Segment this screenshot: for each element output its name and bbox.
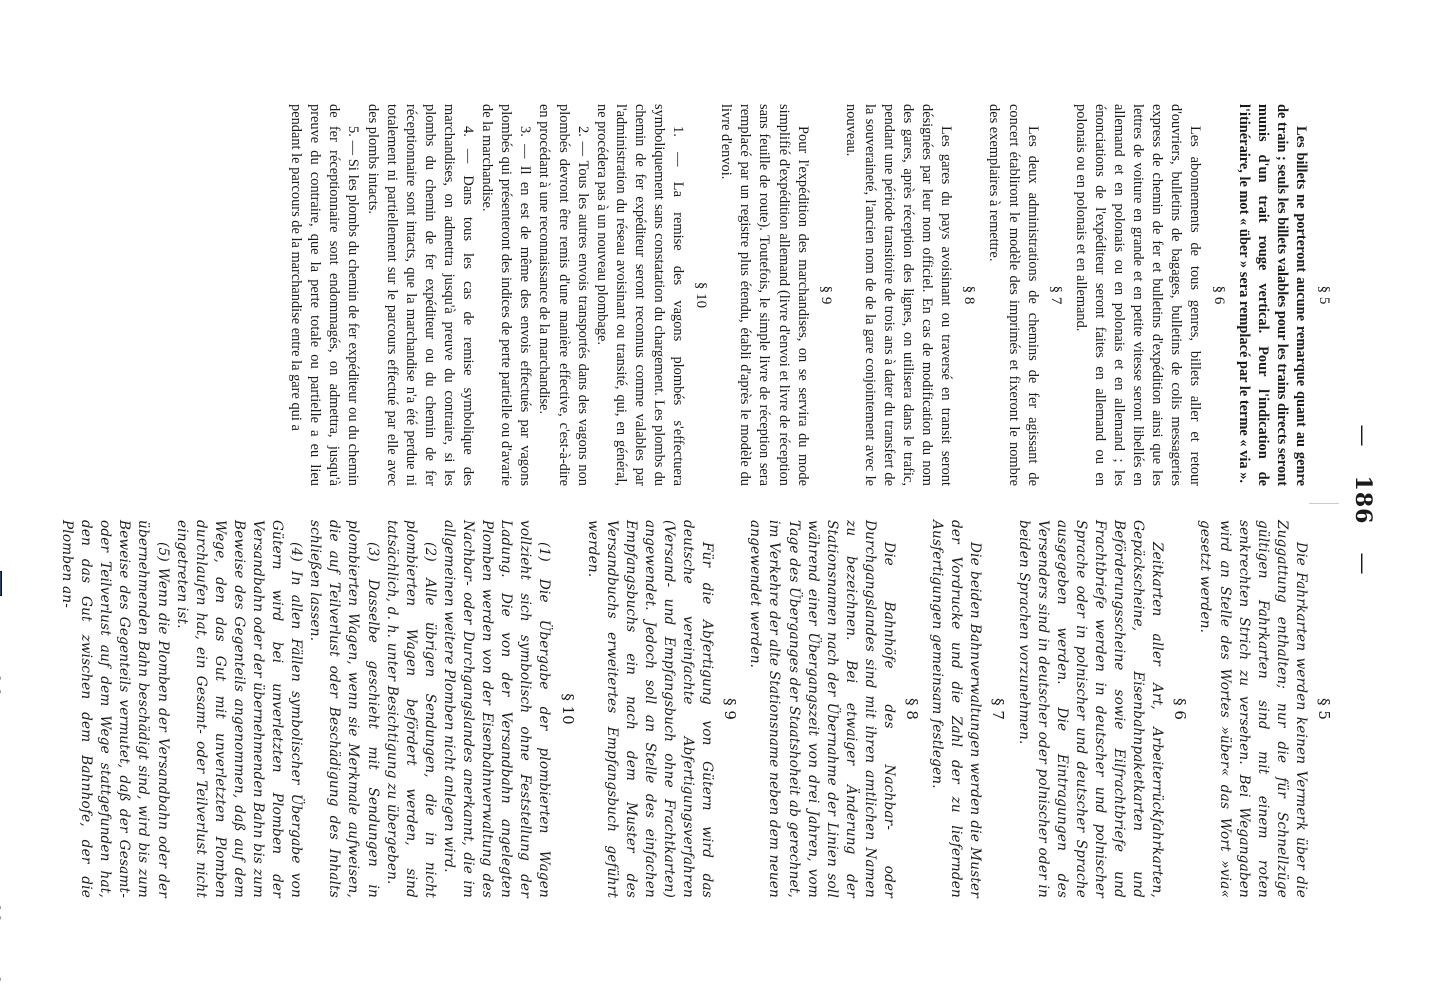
french-section-heading: § 6 xyxy=(1210,285,1227,305)
german-section-heading: § 9 xyxy=(721,698,740,720)
french-paragraph: Pour l'expédition des marchandises, on se servira du mode simplifié d'expédition allemand (livre d'envoi et livre de réception sans feuille de route). Toutefois, le simple livre de réception sera remplacé par un registre plus étendu, établi d'après le modèle du livre d'envoi. xyxy=(718,104,811,486)
french-section-heading: § 9 xyxy=(817,285,834,305)
german-paragraph: Für die Abfertigung von Gütern wird das deutsche vereinfachte Abfertigungsverfahren (Versand- und Empfangsbuch ohne Frachtkarten) angewendet. Jedoch soll an Stelle des einfachen Empfangsbuchs ein nach dem Muster des Versandbuchs erweitertes Empfangsbuch geführt werden. xyxy=(584,520,716,898)
french-paragraph: Les billets ne porteront aucune remarque quant au genre de train ; seuls les billets valables pour les trains directs seront munis d'un trait rouge vertical. Pour l'indication de l'itinéraire, le mot « über » sera remplacé par le terme « via ». xyxy=(1235,104,1309,486)
french-paragraph: 1. — La remise des vagons plombés s'effectuera symboliquement sans constatation du chargement. Les plombs du chemin de fer expéditeur seront reconnus comme valables par l'administration du réseau avoisinant ou transité, qui, en général, ne procédera pas à un nouveau plombage. xyxy=(593,104,687,486)
german-paragraph: (5) Wenn die Plomben der Versandbahn oder der übernehmenden Bahn beschädigt sind, wird bis zum Beweise des Gegenteils vermutet, daß der Gesamt- oder Teilverlust auf dem Wege stattgefunden hat, den das Gut zwischen dem Bahnhofe, der die Plomben an- xyxy=(59,520,171,898)
german-section-heading: § 5 xyxy=(1315,698,1333,720)
german-paragraph: (4) In allen Fällen symbolischer Übergabe von Gütern wird bei unverletzten Plomben der Versandbahn oder der übernehmenden Bahn bis zum Beweise des Gegenteils angenommen, daß auf dem Wege, den das Gut mit unverletzten Plomben durchlaufen hat, ein Gesamt- oder Teilverlust nicht eingetreten ist. xyxy=(173,520,305,898)
footer-text xyxy=(0,600,1,994)
french-paragraph: Les abonnements de tous genres, billets aller et retour d'ouvriers, bulletins de bagages, bulletins de colis messageries express de chemin de fer et bulletins d'expédition ainsi que les lettres de voiture en grande et en petite vitesse seront libellés en allemand et en polonais ou en polonais et en allemand ; les énonciations de l'expéditeur seront faites en allemand ou en polonais ou en polonais et en allemand. xyxy=(1072,104,1204,486)
french-paragraph: Les deux administrations de chemins de fer agissant de concert établiront le modèle des imprimés et fixeront le nombre des exemplaires à remettre. xyxy=(986,104,1041,486)
french-paragraph: 4. — Dans tous les cas de remise symbolique des marchandises, on admettra jusqu'à preuve du contraire, si les plombs du chemin de fer expéditeur ou du chemin de fer réceptionnaire sont intacts, que la marchandise n'a été perdue ni totalement ni partiellement sur le parcours effectué par elle avec des plombs intacts. xyxy=(364,104,477,486)
page-number: 186 xyxy=(1350,475,1376,525)
footer-text-rotated xyxy=(0,571,2,994)
german-paragraph: (2) Alle übrigen Sendungen, die in nicht plombierten Wagen befördert werden, sind tatsächlich, d. h. unter Besichtigung zu übergeben. xyxy=(383,520,438,898)
french-paragraph: 5. — Si les plombs du chemin de fer expéditeur ou du chemin de fer réceptionnaire sont endommagés, on admettra, jusqu'à preuve du contraire, que la perte totale ou partielle a eu lieu pendant le parcours de la marchandise entre la gare qui a xyxy=(288,104,362,486)
french-section-heading: § 7 xyxy=(1047,285,1064,305)
column-divider xyxy=(1309,503,1339,504)
french-section-heading: § 8 xyxy=(961,285,978,305)
german-section-heading: § 6 xyxy=(1171,698,1190,720)
french-paragraph: 2. — Tous les autres envois transportés dans des vagons non plombés devront être remis d'une manière effective, c'est-à-dire en procédant à une reconnaissance de la marchandise. xyxy=(536,104,591,486)
page-number-dash-left: — xyxy=(1350,424,1375,448)
dfg-logo xyxy=(0,571,2,596)
french-paragraph: 3. — Il en est de même des envois effectués par vagons plombés qui présenteront des indices de perte partielle ou d'avarie de la marchandise. xyxy=(479,104,534,486)
german-paragraph: Die beiden Bahnverwaltungen werden die Muster der Vordrucke und die Zahl der zu liefernden Ausfertigungen gemeinsam festlegen. xyxy=(929,520,984,898)
german-paragraph: Die Bahnhöfe des Nachbar- oder Durchgangslandes sind mit ihren amtlichen Namen zu bezeichnen. Bei etwaiger Änderung der Stationsnamen nach der Übernahme der Linien soll während einer Übergangszeit von drei Jahren, vom Tage des Überganges der Staatshoheit ab gerechnet, im Verkehre der alte Stationsname neben dem neuen angewendet werden. xyxy=(747,520,898,898)
german-paragraph: (1) Die Übergabe der plombierten Wagen vollzieht sich symbolisch ohne Feststellung der Ladung. Die von der Versandbahn angelegten Plomben werden von der Eisenbahnverwaltung des Nachbar- oder Durchgangslandes anerkannt, die im allgemeinen weitere Plomben nicht anlegen wird. xyxy=(440,520,553,898)
german-paragraph: Die Fahrkarten werden keinen Vermerk über die Zuggattung enthalten; nur die für Schnellzüge gültigen Fahrkarten sind mit einem roten senkrechten Strich zu versehen. Bei Wegangaben wird an Stelle des Wortes »über« das Wort »via« gesetzt werden. xyxy=(1197,520,1309,898)
french-section-heading: § 5 xyxy=(1316,285,1332,305)
german-section-heading: § 8 xyxy=(903,698,922,720)
german-text-column xyxy=(59,520,1339,898)
french-text-column xyxy=(109,104,1339,486)
page-number-line xyxy=(1350,0,1376,1000)
french-section-heading: § 10 xyxy=(693,281,710,309)
page-number-dash-right: — xyxy=(1350,552,1375,576)
digitization-footer xyxy=(2,606,20,994)
german-paragraph: (3) Dasselbe geschieht mit Sendungen in plombierten Wagen, wenn sie Merkmale aufweisen, die auf Teilverlust oder Beschädigung des Inhalts schließen lassen. xyxy=(307,520,381,898)
german-paragraph: Zeitkarten aller Art, Arbeiterrückfahrkarten, Gepäckscheine, Eisenbahnpaketkarten und Beförderungsscheine sowie Eilfrachtbriefe und Frachtbriefe werden in deutscher und polnischer Sprache oder in polnischer und deutscher Sprache ausgegeben werden. Die Eintragungen des Versenders sind in deutscher oder polnischer oder in beiden Sprachen vorzunehmen. xyxy=(1015,520,1166,898)
german-section-heading: § 10 xyxy=(558,693,577,725)
german-section-heading: § 7 xyxy=(989,698,1008,720)
french-paragraph: Les gares du pays avoisinant ou traversé en transit seront désignées par leur nom officiel. En cas de modification du nom des gares, après réception des lignes, on utilisera dans le trafic, pendant une période transitoire de trois ans à dater du transfert de la souveraineté, l'ancien nom de de la gare conjointement avec le nouveau. xyxy=(842,104,955,486)
